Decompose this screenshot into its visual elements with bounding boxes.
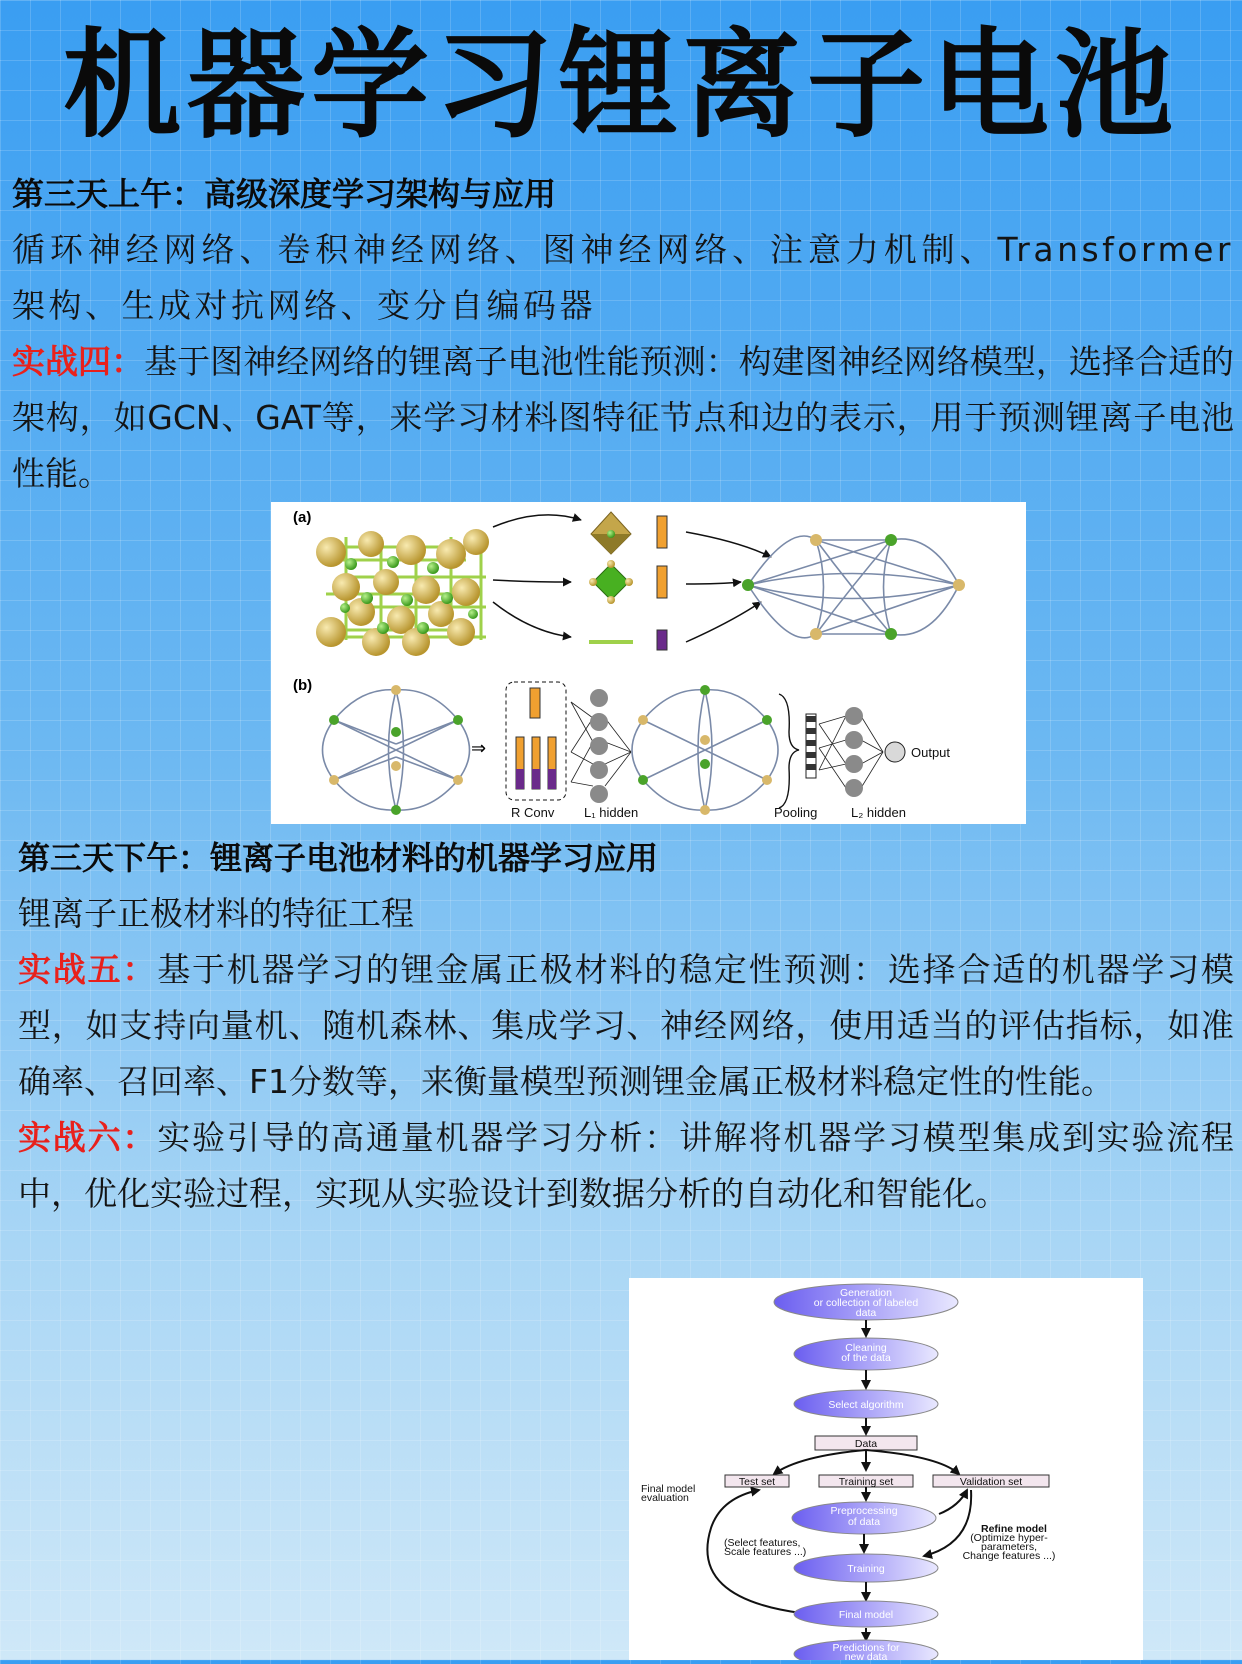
ml-workflow-diagram: [629, 1278, 1143, 1660]
generation-line2: or collection of labeled: [813, 1297, 919, 1309]
cleaning-line2: of the data: [841, 1352, 891, 1364]
hidden-layer-2: [819, 707, 883, 797]
practice4: [12, 334, 1234, 502]
refine-detail-line1: (Optimize hyper-: [970, 1532, 1048, 1544]
practice6-text: 实验引导的高通量机器学习分析：讲解将机器学习模型集成到实验流程中，优化实验过程，实现从实验设计到数据分析的自动化和智能化。: [18, 1118, 1235, 1213]
page-title: 机器学习锂离子电池: [62, 16, 1179, 154]
data-label: Data: [854, 1438, 878, 1450]
green-polyhedron-icon: [589, 560, 633, 604]
octahedron-icon: [591, 512, 631, 554]
gnn-figure: [271, 502, 1026, 824]
graph-b1: [323, 690, 470, 810]
select-algorithm-label: Select algorithm: [828, 1399, 904, 1411]
rconv-block: [506, 682, 566, 800]
generation-line3: data: [855, 1307, 877, 1319]
hidden-layer-1: [571, 689, 631, 803]
generation-line1: Generation: [840, 1287, 892, 1299]
predictions-line2: new data: [844, 1651, 888, 1660]
preprocessing-line1: Preprocessing: [830, 1505, 898, 1517]
pooled-vector: [806, 714, 816, 778]
l2-hidden-label: L₂ hidden: [851, 805, 906, 820]
training-set-label: Training set: [838, 1476, 894, 1488]
morning-heading: 第三天上午：高级深度学习架构与应用: [12, 175, 557, 213]
ml-workflow-figure: [629, 1278, 1143, 1660]
training-label: Training: [847, 1563, 885, 1575]
practice6: [18, 1110, 1234, 1222]
feature-vectors: [657, 516, 667, 650]
morning-topics: 循环神经网络、卷积神经网络、图神经网络、注意力机制、Transformer架构、生成对抗网络、变分自编码器: [12, 230, 1234, 325]
refine-model-label: Refine model: [981, 1523, 1047, 1535]
practice5: [18, 942, 1234, 1110]
afternoon-heading: 第三天下午：锂离子电池材料的机器学习应用: [18, 839, 659, 877]
test-set-label: Test set: [738, 1476, 776, 1488]
gnn-diagram: [271, 502, 1026, 824]
crystal-lattice: [316, 529, 489, 656]
refine-detail-line2: parameters,: [980, 1541, 1038, 1553]
morning-section: [12, 166, 1234, 502]
graph-b2: [632, 690, 778, 810]
l1-hidden-label: L₁ hidden: [584, 805, 639, 820]
output-node-icon: [885, 742, 905, 762]
afternoon-section: [18, 830, 1234, 1222]
final-eval-line2: evaluation: [641, 1492, 689, 1504]
practice4-text: 基于图神经网络的锂离子电池性能预测：构建图神经网络模型，选择合适的架构，如GCN、GAT等，来学习材料图特征节点和边的表示，用于预测锂离子电池性能。: [12, 342, 1235, 493]
graph-a: [748, 536, 959, 638]
practice5-label: 实战五：: [18, 950, 158, 989]
validation-set-label: Validation set: [959, 1476, 1023, 1488]
cleaning-line1: Cleaning: [845, 1342, 887, 1354]
rconv-label: R Conv: [511, 805, 555, 820]
final-eval-line1: Final model: [641, 1483, 696, 1495]
select-features-line2: Scale features ...): [724, 1546, 807, 1558]
practice5-text: 基于机器学习的锂金属正极材料的稳定性预测：选择合适的机器学习模型，如支持向量机、随机森林、集成学习、神经网络，使用适当的评估指标，如准确率、召回率、F1分数等，来衡量模型预测锂金属正极材料稳定性的性能。: [18, 950, 1235, 1101]
svg-text:⇒: ⇒: [471, 738, 487, 759]
preprocessing-line2: of data: [847, 1516, 881, 1528]
label-b: (b): [293, 677, 313, 694]
predictions-line1: Predictions for: [832, 1642, 900, 1654]
select-features-line1: (Select features,: [724, 1537, 801, 1549]
output-label: Output: [911, 745, 951, 760]
final-model-label: Final model: [838, 1609, 894, 1621]
afternoon-topics: 锂离子正极材料的特征工程: [18, 894, 414, 933]
practice4-label: 实战四：: [12, 342, 145, 381]
practice6-label: 实战六：: [18, 1118, 158, 1157]
label-a: (a): [293, 509, 312, 526]
pooling-label: Pooling: [774, 805, 818, 820]
refine-detail-line3: Change features ...): [962, 1550, 1056, 1562]
